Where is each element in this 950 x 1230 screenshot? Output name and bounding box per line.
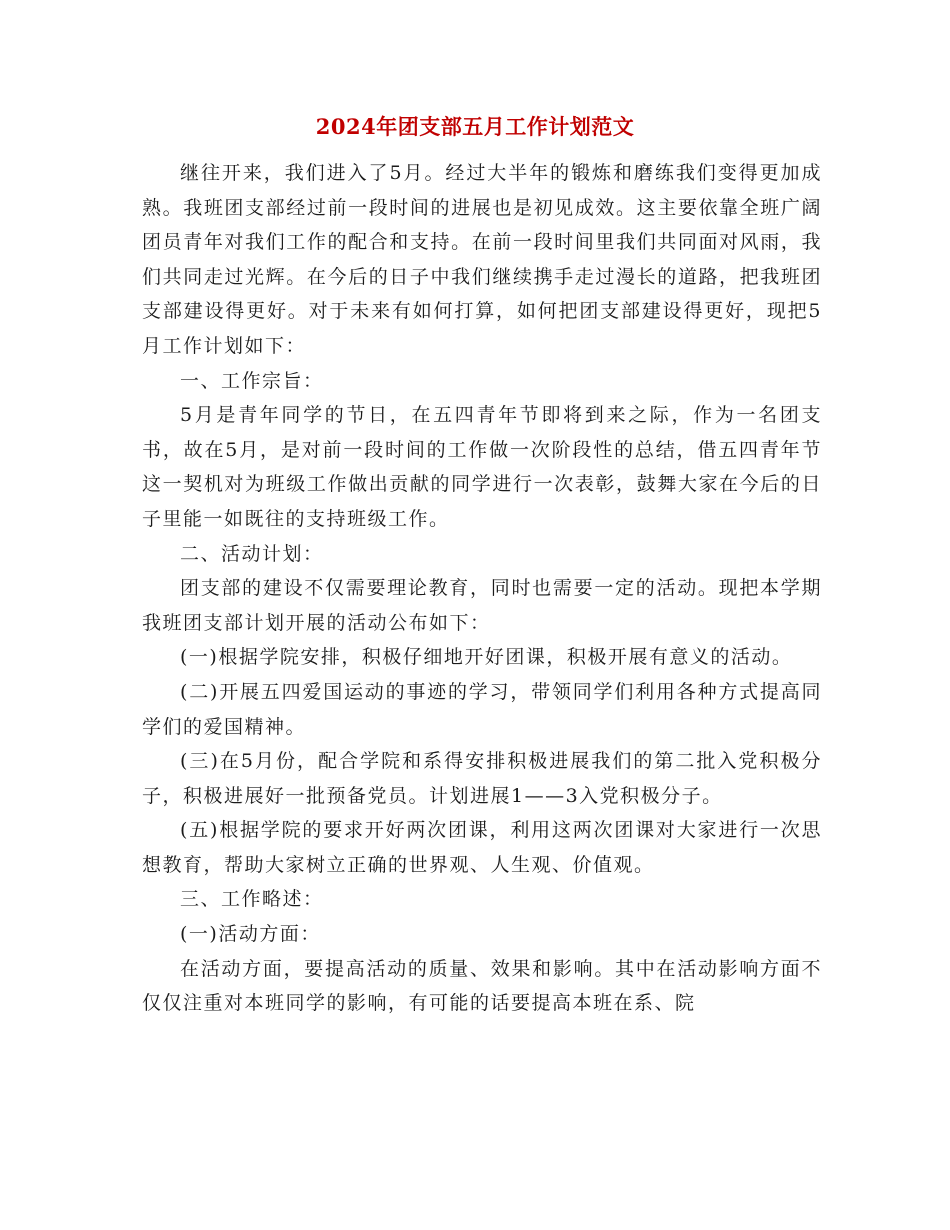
heading-work-summary: 三、工作略述： xyxy=(180,888,324,911)
subheading-activities: (一)活动方面： xyxy=(180,923,321,946)
paragraph-intro: 继往开来，我们进入了5月。经过大半年的锻炼和磨练我们变得更加成熟。我班团支部经过前一段时间的进展也是初见成效。这主要依靠全班广阔团员青年对我们工作的配合和支持。在前一段时间里我们共同面对风雨，我们共同走过光辉。在今后的日子中我们继续携手走过漫长的道路，把我班团支部建设得更好。对于未来有如何打算，如何把团支部建设得更好，现把5月工作计划如下： xyxy=(142,162,822,357)
plan-item-1: (一)根据学院安排，积极仔细地开好团课，积极开展有意义的活动。 xyxy=(180,646,793,669)
paragraph-activity-plan: 团支部的建设不仅需要理论教育，同时也需要一定的活动。现把本学期我班团支部计划开展的活动公布如下： xyxy=(142,577,822,634)
paragraph-activities: 在活动方面，要提高活动的质量、效果和影响。其中在活动影响方面不仅仅注重对本班同学的影响，有可能的话要提高本班在系、院 xyxy=(142,957,822,1015)
paragraph-work-purpose: 5月是青年同学的节日，在五四青年节即将到来之际，作为一名团支书，故在5月，是对前一段时间的工作做一次阶段性的总结，借五四青年节这一契机对为班级工作做出贡献的同学进行一次表彰，鼓舞大家在今后的日子里能一如既往的支持班级工作。 xyxy=(142,404,822,530)
plan-item-3: (三)在5月份，配合学院和系得安排积极进展我们的第二批入党积极分子，积极进展好一批预备党员。计划进展1——3入党积极分子。 xyxy=(142,750,822,807)
plan-item-5: (五)根据学院的要求开好两次团课，利用这两次团课对大家进行一次思想教育，帮助大家树立正确的世界观、人生观、价值观。 xyxy=(142,819,822,876)
heading-work-purpose: 一、工作宗旨： xyxy=(180,369,324,392)
plan-item-2: (二)开展五四爱国运动的事迹的学习，带领同学们利用各种方式提高同学们的爱国精神。 xyxy=(142,680,822,738)
heading-activity-plan: 二、活动计划： xyxy=(180,542,324,565)
document-body xyxy=(142,156,822,1021)
document-title: 2024年团支部五月工作计划范文 xyxy=(315,114,635,139)
